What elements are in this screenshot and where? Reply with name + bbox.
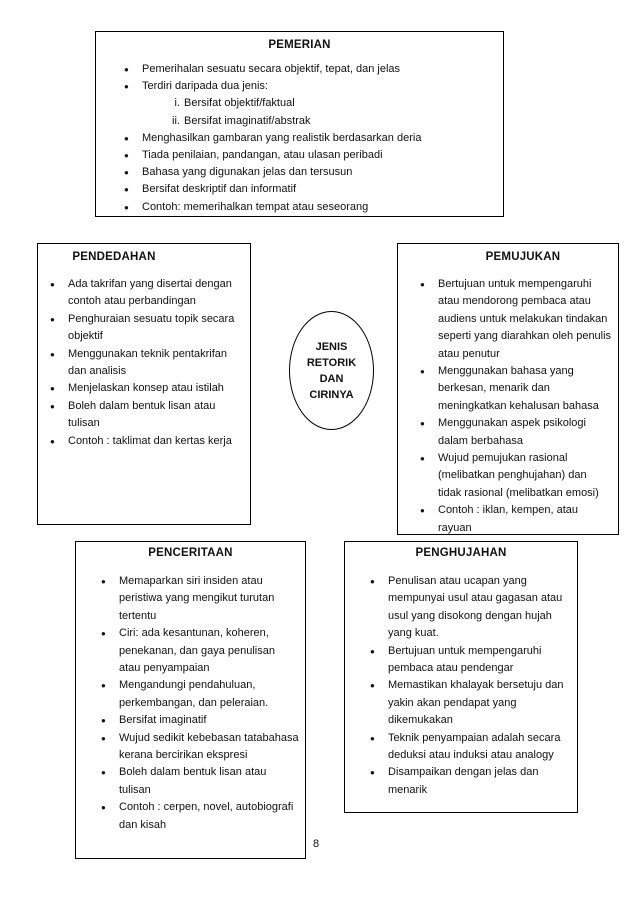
penceritaan-title: PENCERITAAN <box>148 547 233 559</box>
pemerian-sublist <box>142 95 503 129</box>
list-item: ● Boleh dalam bentuk lisan atau tulisan <box>101 764 299 799</box>
list-item: ● Contoh : iklan, kempen, atau rayuan <box>420 502 612 535</box>
center-line: JENIS <box>315 340 348 353</box>
center-line: DAN <box>319 372 344 385</box>
list-item: ● Penulisan atau ucapan yang mempunyai usul atau gagasan atau usul yang disokong dengan hujah yang kuat. <box>370 573 571 643</box>
list-item: ● Bertujuan untuk mempengaruhi pembaca atau pendengar <box>370 643 571 678</box>
penceritaan-box <box>75 541 306 859</box>
list-item: ● Bahasa yang digunakan jelas dan tersusun <box>124 164 503 181</box>
sub-list-number: i. <box>174 97 180 110</box>
list-item-text: Terdiri daripada dua jenis: <box>142 80 268 93</box>
list-item: ● Contoh: memerihalkan tempat atau seseorang <box>124 199 503 216</box>
pemerian-list <box>124 61 503 216</box>
penghujahan-title: PENGHUJAHAN <box>415 547 507 559</box>
list-item: ● Bersifat imaginatif <box>101 712 299 729</box>
pemerian-box <box>95 31 504 217</box>
list-item: ● Menggunakan aspek psikologi dalam berbahasa <box>420 415 612 450</box>
list-item: ● Menggunakan bahasa yang berkesan, menarik dan meningkatkan kehalusan bahasa <box>420 363 612 415</box>
list-item: ● Contoh : taklimat dan kertas kerja <box>50 433 244 450</box>
list-item: ● Penghuraian sesuatu topik secara objektif <box>50 311 244 346</box>
list-item: ● Menghasilkan gambaran yang realistik berdasarkan deria <box>124 130 503 147</box>
list-item: ● Ciri: ada kesantunan, koheren, penekanan, dan gaya penulisan atau penyampaian <box>101 625 299 677</box>
pemujukan-box <box>397 243 619 535</box>
center-line: RETORIK <box>306 356 357 369</box>
pemujukan-title: PEMUJUKAN <box>485 251 561 263</box>
list-item: ● Wujud sedikit kebebasan tatabahasa kerana bercirikan ekspresi <box>101 730 299 765</box>
list-item: ● Pemerihalan sesuatu secara objektif, tepat, dan jelas <box>124 61 503 78</box>
list-item: ● Disampaikan dengan jelas dan menarik <box>370 764 571 799</box>
pendedahan-title: PENDEDAHAN <box>72 251 156 263</box>
list-item: ● Ada takrifan yang disertai dengan contoh atau perbandingan <box>50 276 244 311</box>
list-item: ● Bertujuan untuk mempengaruhi atau mendorong pembaca atau audiens untuk melakukan tindakan seperti yang diarahkan oleh penulis atau penutur <box>420 276 612 363</box>
pemujukan-list <box>420 276 612 535</box>
list-item: ● Boleh dalam bentuk lisan atau tulisan <box>50 398 244 433</box>
penceritaan-list <box>101 573 299 834</box>
center-label <box>307 339 356 403</box>
list-item: ● Mengandungi pendahuluan, perkembangan, dan peleraian. <box>101 677 299 712</box>
sub-list-text: Bersifat imaginatif/abstrak <box>184 114 311 127</box>
list-item: ● Contoh : cerpen, novel, autobiografi dan kisah <box>101 799 299 834</box>
list-item: ● Memastikan khalayak bersetuju dan yakin akan pendapat yang dikemukakan <box>370 677 571 729</box>
page-number: 8 <box>313 838 320 850</box>
list-item: ● Tiada penilaian, pandangan, atau ulasan peribadi <box>124 147 503 164</box>
sub-list-text: Bersifat objektif/faktual <box>184 97 295 110</box>
sub-list-item <box>142 95 503 112</box>
list-item: ● Wujud pemujukan rasional (melibatkan penghujahan) dan tidak rasional (melibatkan emosi) <box>420 450 612 502</box>
list-item: ● Memaparkan siri insiden atau peristiwa yang mengikut turutan tertentu <box>101 573 299 625</box>
list-item: ● Menjelaskan konsep atau istilah <box>50 380 244 397</box>
center-line: CIRINYA <box>309 388 354 401</box>
pemerian-title: PEMERIAN <box>268 39 331 51</box>
list-item: ● Bersifat deskriptif dan informatif <box>124 181 503 198</box>
list-item: ● Menggunakan teknik pentakrifan dan analisis <box>50 346 244 381</box>
pendedahan-list <box>50 276 244 450</box>
sub-list-number: ii. <box>172 114 180 127</box>
pendedahan-box <box>37 243 251 525</box>
penghujahan-list <box>370 573 571 799</box>
penghujahan-box <box>344 541 578 813</box>
sub-list-item <box>142 113 503 130</box>
list-item: ● Teknik penyampaian adalah secara deduksi atau induksi atau analogy <box>370 730 571 765</box>
list-item <box>124 78 503 130</box>
center-ellipse <box>289 311 374 430</box>
